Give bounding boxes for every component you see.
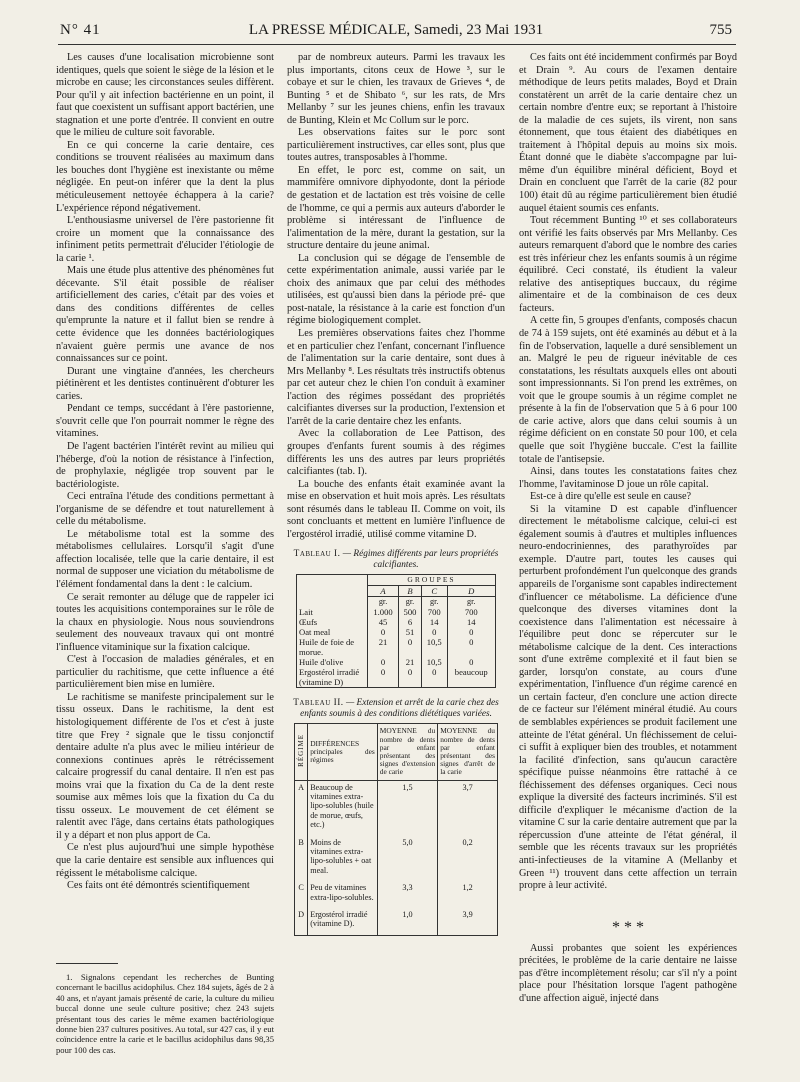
table-row (295, 881, 498, 908)
table-2-title: — Extension et arrêt de la carie chez des enfants soumis à des conditions diététiques variées. (300, 698, 499, 720)
cell: 700 (447, 607, 495, 617)
cell: 0 (447, 657, 495, 667)
page-number: 755 (709, 22, 732, 38)
paragraph: Avec la collaboration de Lee Pattison, des groupes d'enfants furent soumis à des régimes différents les uns des autres par leurs propriétés calcifiantes (tab. I). (287, 428, 505, 478)
paragraph: Pendant ce temps, succédant à l'ère pastorienne, s'ouvrit celle que l'on pourrait nommer le règne des vitamines. (56, 403, 274, 440)
column-2 (287, 52, 505, 936)
row-label: Lait (299, 607, 313, 618)
page-header (60, 20, 732, 40)
difference-cell: Peu de vitamines extra-lipo-solubles. (308, 881, 378, 908)
cell: 10,5 (421, 657, 447, 667)
table-row (297, 617, 496, 627)
paragraph: Si la vitamine D est capable d'influencer directement le métabolisme calcique, celui-ci est également soumis à d'autres et multiples influences neuro-endocriniennes, des parathyroïdes par exemple. D'autre part, toutes les causes qui perturbent profondément l'un quelconque des grands appareils de l'organisme sont capables indirectement d'influencer ce métabolisme. La déficience d'une quelconque des diverses vitamines dont la coexistence dans l'alimentation est nécessaire à l'équilibre peut donc se répercuter sur le métabolisme calcique de la dent. Ces interactions sont d'une extrême complexité et il faut bien se garder, lorsqu'on constate, au cours d'une expérimentation, l'influence d'un régime carencé en un certain facteur, d'en conclure une action directe de ce facteur sur l'élément minéral étudié. Au cours de semblables expériences se produit facilement une atteinte de l'état général. Un fléchissement de celui-ci suffit à expliquer bien des troubles, et notamment la facilité d'infection, sans qu'aucun caractère spécifique puisse néanmoins être rattaché à ce fléchissement des défenses organiques. Ceci nous explique la diversité des facteurs incriminés. S'il est difficile d'expliquer le mécanisme d'action de la vitamine C sur la carie dentaire autrement que par la répercussion d'une atteinte de l'état général, il semble que les récents travaux sur les propriétés anti-infectieuses de la vitamine A (Mellanby et Green ¹¹) trouvent dans cette affection un terrain propre à leur activité. (519, 503, 737, 892)
paragraph: Est-ce à dire qu'elle est seule en cause? (530, 491, 692, 503)
arret-cell: 0,2 (438, 836, 498, 882)
cell: 0 (447, 637, 495, 657)
table-1-unit: gr. (421, 597, 447, 608)
regime-cell: D (295, 908, 308, 935)
paragraph: Les premières observations faites chez l'homme et en particulier chez l'enfant, concernant l'influence de l'alimentation sur la carie dentaire, sont dues à Mrs Mellanby ⁸. Les résultats très instructifs obtenus par cet auteur chez le chien l'on conduit à examiner l'action des régimes possédant des propriétés calcifiantes diverses sur la production, l'extension et l'arrêt de la carie dentaire chez les enfants. (287, 328, 505, 427)
table-1-group-header: GROUPES (368, 575, 496, 586)
paragraph: Ce serait remonter au déluge que de rappeler ici toutes les acquisitions contemporaines sur le rôle de la chaux en physiologie. Nous nous souviendrons seulement des nouveaux travaux qui ont montré l'influence vitaminique sur la fixation calcique. (56, 591, 274, 653)
difference-cell: Moins de vitamines extra-lipo-solubles + oat meal. (308, 836, 378, 882)
cell: 0 (399, 667, 422, 688)
paragraph: Les causes d'une localisation microbienne sont identiques, quels que soient le siège de la lésion et le microbe en cause; les circonstances seules diffèrent. Pour qu'il y ait infection bactérienne en un point, il faut que coexistent un suffisant apport bactérien, une stagnation et une porte d'entrée. Il convient en outre que le milieu de culture soit favorable. (56, 52, 274, 139)
table-1-unit: gr. (447, 597, 495, 608)
paragraph: Le rachitisme se manifeste principalement sur le tissu osseux. Dans le rachitisme, la dent est histologiquement différente de l'os et c'est à juste titre que Frey ² signale que le tissu conjonctif dentaire adulte n'a plus avec le milieu intérieur de connexions continues après le rétrécissement calcaire progressif du canal dentaire. Il n'en est pas moins vrai que la fixation du Ca de la dent reste soumise aux mêmes lois que la fixation du Ca du tissu osseux. Le mouvement de cet élément se ralentit avec l'âge, dans certains états pathologiques il y a départ et non plus apport de Ca. (56, 691, 274, 841)
table-1-col-header: C (421, 586, 447, 597)
footnote-text: 1. Signalons cependant les recherches de Bunting concernant le bacillus acidophilus. Chez 184 sujets, âgés de 2 à 40 ans, et n'ayant jamais présenté de carie, la culture du milieu buccal donne une seule culture positive; chez 243 sujets présentant tous des caries le même examen bactériologique donne bien 237 cultures positives. Au total, sur 427 cas, il y eut coïncidence entre la carie et le bacillus acidophilus dans 98,35 pour 100 des cas. (56, 972, 274, 1055)
cell: 45 (368, 617, 399, 627)
table-2-header-extension: MOYENNE du nombre de dents par enfant présentant des signes d'extension de carie (377, 724, 437, 780)
cell: 21 (368, 637, 399, 657)
paragraph: Ainsi, dans toutes les constatations faites chez l'homme, l'avitaminose D joue un rôle capital. (519, 466, 737, 490)
cell: 0 (421, 627, 447, 637)
regime-header-text: RÉGIME (297, 734, 305, 768)
table-1-unit: gr. (399, 597, 422, 608)
table-1-unit: gr. (368, 597, 399, 608)
footnote-rule (56, 963, 118, 964)
cell: 0 (447, 627, 495, 637)
table-1-corner (297, 575, 368, 586)
table-1-caption (287, 549, 505, 571)
cell: 14 (447, 617, 495, 627)
paragraph: La conclusion qui se dégage de l'ensemble de cette expérimentation animale, aussi variée par le choix des animaux que par celui des méthodes utilisées, est qu'aussi bien dans la période pré- que post-natale, la résistance à la carie est fonction d'un régime biologiquement complet. (287, 252, 505, 327)
paragraph: par de nombreux auteurs. Parmi les travaux les plus importants, citons ceux de Howe ³, sur le cobaye et sur le chien, les travaux de Grieves ⁴, de Bunting ⁵ et de Shibato ⁶, sur les rats, de Mrs Mellanby ⁷ sur les jeunes chiens, enfin les travaux de Bunting, Klein et Mc Collum sur le porc. (287, 52, 505, 126)
cell: beaucoup (447, 667, 495, 688)
regime-cell: B (295, 836, 308, 882)
row-label: Oat meal (299, 627, 331, 638)
journal-title: LA PRESSE MÉDICALE, Samedi, 23 Mai 1931 (248, 22, 544, 38)
table-row (297, 627, 496, 637)
paragraph: Mais une étude plus attentive des phénomènes fut décevante. S'il était possible de réaliser artificiellement des caries, c'était par des voies et dans des conditions différentes de celles qu'emprunte la nature et il fallut bien se rendre à cette évidence que les données bactériologiques n'avaient guère permis une avance de nos connaissances sur ce point. (56, 265, 274, 365)
table-1-corner-2 (297, 586, 368, 597)
paragraph: Aussi probantes que soient les expériences précitées, le problème de la carie dentaire ne laisse pas d'être incomplètement résolu; car s'il n'y a point place pour l'hésitation lorsque l'agent pathogène d'une affection aiguë, injecté dans (519, 942, 737, 1004)
table-row (297, 607, 496, 617)
cell: 700 (421, 607, 447, 617)
cell: 0 (421, 667, 447, 688)
table-row (295, 780, 498, 836)
cell: 1.000 (368, 607, 399, 617)
issue-number: N° 41 (60, 22, 101, 38)
table-1-col-header: A (368, 586, 399, 597)
row-label: Ergostérol irradié (vitamine D) (299, 667, 360, 688)
paragraph: Les observations faites sur le porc sont particulièrement instructives, car elles sont, plus que toutes autres, transposables à l'homme. (287, 127, 505, 164)
column-1 (56, 52, 274, 893)
table-2-header-regime (295, 724, 308, 780)
cell: 51 (399, 627, 422, 637)
header-rule (58, 44, 736, 45)
row-label: Huile de foie de morue. (299, 637, 355, 658)
paragraph: Ceci entraîna l'étude des conditions permettant à l'organisme de se défendre et tout naturellement à celle du métabolisme. (56, 491, 274, 528)
paragraph: Durant une vingtaine d'années, les chercheurs piétinèrent et les dentistes continuèrent d'obturer les caries. (56, 365, 274, 402)
arret-cell: 1,2 (438, 881, 498, 908)
table-2-header-differences: DIFFÉRENCES principales des régimes (308, 724, 378, 780)
extension-cell: 1,0 (377, 908, 437, 935)
table-row (297, 667, 496, 688)
table-1-title: — Régimes différents par leurs propriétés calcifiantes. (342, 549, 499, 571)
table-2 (294, 723, 498, 936)
paragraph: Ce n'est plus aujourd'hui une simple hypothèse que la carie dentaire est sensible aux influences qui régissent le métabolisme calcique. (56, 842, 274, 879)
paragraph: De l'agent bactérien l'intérêt revint au milieu qui l'héberge, d'où la notion de résistance à l'infection, de prophylaxie, négligée trop souvent par le bactériologiste. (56, 440, 274, 490)
regime-cell: A (295, 780, 308, 836)
paragraph: En effet, le porc est, comme on sait, un mammifère omnivore diphyodonte, dont la période de gestation et de lactation est très voisine de celle de l'homme, ce qui a permis aux auteurs d'aborder le problème si intéressant de l'influence de l'alimentation de la mère, durant la gestation, sur la structure dentaire du jeune animal. (287, 164, 505, 252)
section-separator: * * * (612, 918, 644, 936)
difference-cell: Beaucoup de vitamines extra-lipo-solubles (huile de morue, œufs, etc.) (308, 780, 378, 836)
row-label: Œufs (299, 617, 318, 628)
table-row (295, 836, 498, 882)
table-1-col-header: B (399, 586, 422, 597)
arret-cell: 3,7 (438, 780, 498, 836)
paragraph: A cette fin, 5 groupes d'enfants, composés chacun de 74 à 159 sujets, ont été examinés au début et à la fin de l'observation, laquelle a duré sensiblement un an. Malgré le peu de rigueur inévitable de ces constatations, les résultats auxquels elles ont abouti sont impressionnants. Si l'on prend les extrêmes, on voit que le groupe soumis à un régime complet ne présente à la fin de l'observation que 5 à 6 pour 100 de carie active, alors que dans celui soumis à un régime déficient on en constate 50 pour 100, et cela quelle que soit l'hygiène buccale. C'est la faillite totale de l'antisepsie. (519, 315, 737, 465)
paragraph: Le métabolisme total est la somme des métabolismes cellulaires. Lorsqu'il s'agit d'une affection localisée, telle que la carie dentaire, il est normal de supposer une viciation du métabolisme de l'élément fondamental dans la dent : le calcium. (56, 528, 274, 590)
row-label: Huile d'olive (299, 657, 344, 668)
paragraph: Ces faits ont été incidemment confirmés par Boyd et Drain ⁹. Au cours de l'examen dentaire méthodique de leurs petits malades, Boyd et Drain constatèrent un arrêt de la carie dentaire chez un certain nombre d'entre eux; se reportant à l'histoire de la maladie de ces sujets, ils virent, non sans étonnement, que tous étaient des diabétiques en traitement à l'hôpital depuis au moins six mois. Étant donné que le diabète s'accompagne par lui-même d'un équilibre minéral déficient, Boyd et Drain en concluent que l'arrêt de la carie (82 pour 100) était dû au régime particulièrement bien étudié auquel étaient soumis ces enfants. (519, 52, 737, 214)
table-1-col-header: D (447, 586, 495, 597)
column-3 (519, 52, 737, 1005)
cell: 21 (399, 657, 422, 667)
regime-cell: C (295, 881, 308, 908)
extension-cell: 1,5 (377, 780, 437, 836)
table-row (295, 908, 498, 935)
cell: 0 (368, 627, 399, 637)
cell: 0 (368, 657, 399, 667)
difference-cell: Ergostérol irradié (vitamine D). (308, 908, 378, 935)
table-row (297, 657, 496, 667)
extension-cell: 3,3 (377, 881, 437, 908)
table-1-label: Tableau I. (293, 549, 341, 560)
table-row (297, 637, 496, 657)
cell: 0 (368, 667, 399, 688)
footnote (56, 972, 274, 1055)
cell: 6 (399, 617, 422, 627)
table-2-header-arret: MOYENNE du nombre de dents par enfant présentant des signes d'arrêt de la carie (438, 724, 498, 780)
paragraph: L'enthousiasme universel de l'ère pastorienne fit croire un moment que la connaissance des infiniment petits permettrait d'élucider l'étiologie de la carie ¹. (56, 215, 274, 264)
table-2-label: Tableau II. (293, 698, 344, 709)
cell: 0 (399, 637, 422, 657)
cell: 14 (421, 617, 447, 627)
arret-cell: 3,9 (438, 908, 498, 935)
table-2-caption (287, 698, 505, 720)
cell: 500 (399, 607, 422, 617)
paragraph: La bouche des enfants était examinée avant la mise en observation et huit mois après. Les résultats sont résumés dans le tableau II. Comme on voit, ils sont concluants et mettent en lumière l'influence de l'ergostérol irradié, utilisé comme vitamine D. (287, 478, 505, 540)
extension-cell: 5,0 (377, 836, 437, 882)
cell: 10,5 (421, 637, 447, 657)
table-1-unit-label (297, 597, 368, 608)
paragraph: Tout récemment Bunting ¹⁰ et ses collaborateurs ont vérifié les faits observés par Mrs Mellanby. Ces auteurs remarquent d'abord que le nombre des caries est très inférieur chez les enfants soumis à un régime équilibré. Ceci constaté, ils étudient la valeur relative des antiseptiques buccaux, du régime alimentaire et de la combinaison de ces deux facteurs. (519, 215, 737, 314)
paragraph: C'est à l'occasion de maladies générales, et en particulier du rachitisme, que cette influence a été particulièrement bien mise en lumière. (56, 654, 274, 691)
table-1 (296, 574, 496, 688)
paragraph: En ce qui concerne la carie dentaire, ces conditions se trouvent réalisées au maximum dans les bouches dont l'hygiène est inexistante ou même négligée. En peut-on inférer que la dent la plus méticuleusement nettoyée échappera à la carie? L'expérience répond négativement. (56, 139, 274, 214)
paragraph: Ces faits ont été démontrés scientifiquement (67, 880, 250, 892)
